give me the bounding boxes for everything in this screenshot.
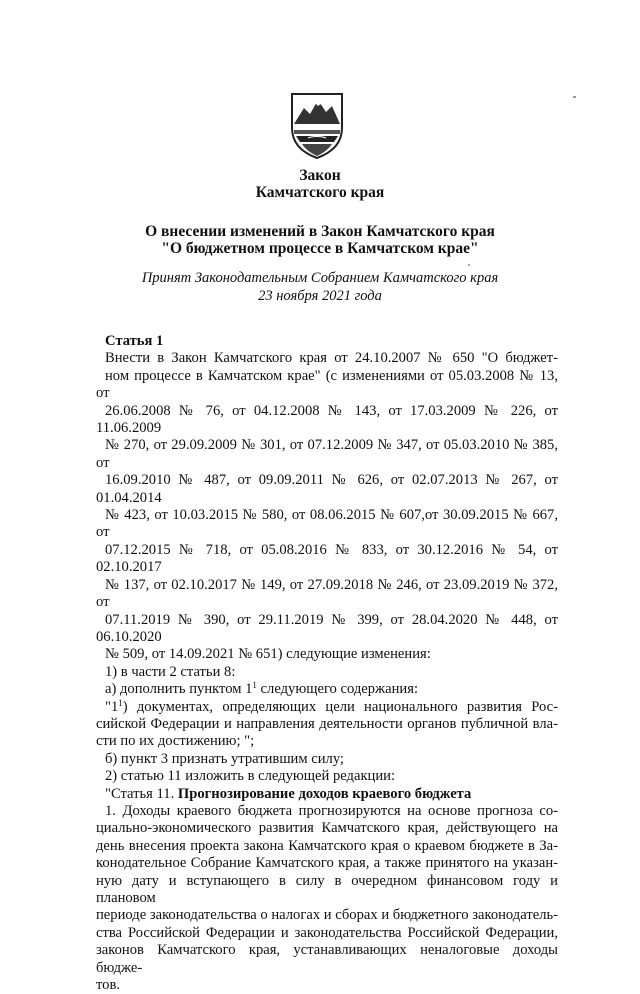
coat-of-arms-emblem bbox=[288, 90, 346, 160]
quote-line: сийской Федерации и направления деятельности органов публичной вла- bbox=[96, 715, 558, 732]
intro-line: 07.11.2019 № 390, от 29.11.2019 № 399, от 28.04.2020 № 448, от 06.10.2020 bbox=[96, 611, 558, 645]
paragraph-line: ную дату и вступающего в силу в очередном финансовом году и плановом bbox=[96, 872, 558, 906]
intro-line: 07.12.2015 № 718, от 05.08.2016 № 833, от 30.12.2016 № 54, от 02.10.2017 bbox=[96, 541, 558, 576]
paragraph-line: законов Камчатского края, устанавливающих неналоговые доходы бюдже- bbox=[96, 942, 558, 976]
article-intro bbox=[96, 350, 558, 663]
article-title: Статья 1 bbox=[105, 333, 164, 349]
law-subject-line-1: О внесении изменений в Закон Камчатского края bbox=[145, 223, 495, 240]
quoted-point bbox=[96, 699, 558, 751]
item-1: 1) в части 2 статьи 8: bbox=[105, 663, 236, 680]
intro-line: № 509, от 14.09.2021 № 651) следующие изменения: bbox=[105, 646, 431, 663]
article-11-title: Прогнозирование доходов краевого бюджета bbox=[177, 785, 472, 802]
paragraph-line: конодательное Собрание Камчатского края, а также принятого на указан- bbox=[96, 855, 558, 872]
paragraph-line: тов. bbox=[96, 977, 121, 994]
law-region-title: Камчатского края bbox=[255, 184, 385, 201]
item-1a-sup: 1 bbox=[252, 680, 257, 691]
scan-speck bbox=[573, 96, 576, 98]
paragraph-line: ства Российской Федерации и законодательства Российской Федерации, bbox=[96, 924, 558, 941]
quote-sup: 1 bbox=[118, 697, 123, 708]
intro-line: Внести в Закон Камчатского края от 24.10.2007 № 650 "О бюджет- bbox=[105, 350, 558, 367]
adoption-note-line-2: 23 ноября 2021 года bbox=[258, 288, 382, 304]
paragraph-line: 1. Доходы краевого бюджета прогнозируются на основе прогноза со- bbox=[105, 802, 558, 819]
paragraph-line: день внесения проекта закона Камчатского края о краевом бюджете в За- bbox=[96, 837, 558, 854]
paragraph-line: циально-экономического развития Камчатского края, действующего на bbox=[96, 820, 558, 837]
intro-line: ном процессе в Камчатском крае" (с изменениями от 05.03.2008 № 13, от bbox=[96, 367, 558, 402]
law-subject-line-2: "О бюджетном процессе в Камчатском крае" bbox=[161, 240, 479, 257]
item-1b: б) пункт 3 признать утратившим силу; bbox=[105, 750, 344, 767]
item-2: 2) статью 11 изложить в следующей редакции: bbox=[105, 768, 396, 785]
scan-speck bbox=[468, 264, 470, 266]
paragraph-1 bbox=[96, 803, 558, 994]
intro-line: № 137, от 02.10.2017 № 149, от 27.09.2018 № 246, от 23.09.2019 № 372, от bbox=[96, 576, 558, 611]
quote-line bbox=[96, 699, 558, 716]
item-1a bbox=[96, 681, 558, 698]
quote-line-text: ) документах, определяющих цели национального развития Рос- bbox=[122, 698, 558, 715]
law-type-title: Закон bbox=[299, 167, 341, 184]
intro-line: № 423, от 10.03.2015 № 580, от 08.06.2015 № 607,от 30.09.2015 № 667, от bbox=[96, 507, 558, 541]
intro-line: 16.09.2010 № 487, от 09.09.2011 № 626, от 02.07.2013 № 267, от 01.04.2014 bbox=[96, 472, 558, 506]
intro-line: № 270, от 29.09.2009 № 301, от 07.12.2009 № 347, от 05.03.2010 № 385, от bbox=[96, 437, 558, 471]
adoption-note-line-1: Принят Законодательным Собранием Камчатского края bbox=[141, 270, 499, 286]
intro-line: 26.06.2008 № 76, от 04.12.2008 № 143, от 17.03.2009 № 226, от 11.06.2009 bbox=[96, 402, 558, 437]
article-11-heading bbox=[96, 786, 558, 803]
quote-prefix: "1 bbox=[105, 698, 119, 715]
item-1a-suffix: следующего содержания: bbox=[256, 681, 419, 698]
document-body bbox=[96, 333, 558, 994]
article-11-prefix: "Статья 11. bbox=[105, 785, 178, 802]
item-1a-prefix: а) дополнить пунктом 1 bbox=[105, 681, 253, 698]
paragraph-line: периоде законодательства о налогах и сборах и бюджетного законодатель- bbox=[96, 907, 558, 924]
quote-line: сти по их достижению; "; bbox=[96, 733, 255, 750]
